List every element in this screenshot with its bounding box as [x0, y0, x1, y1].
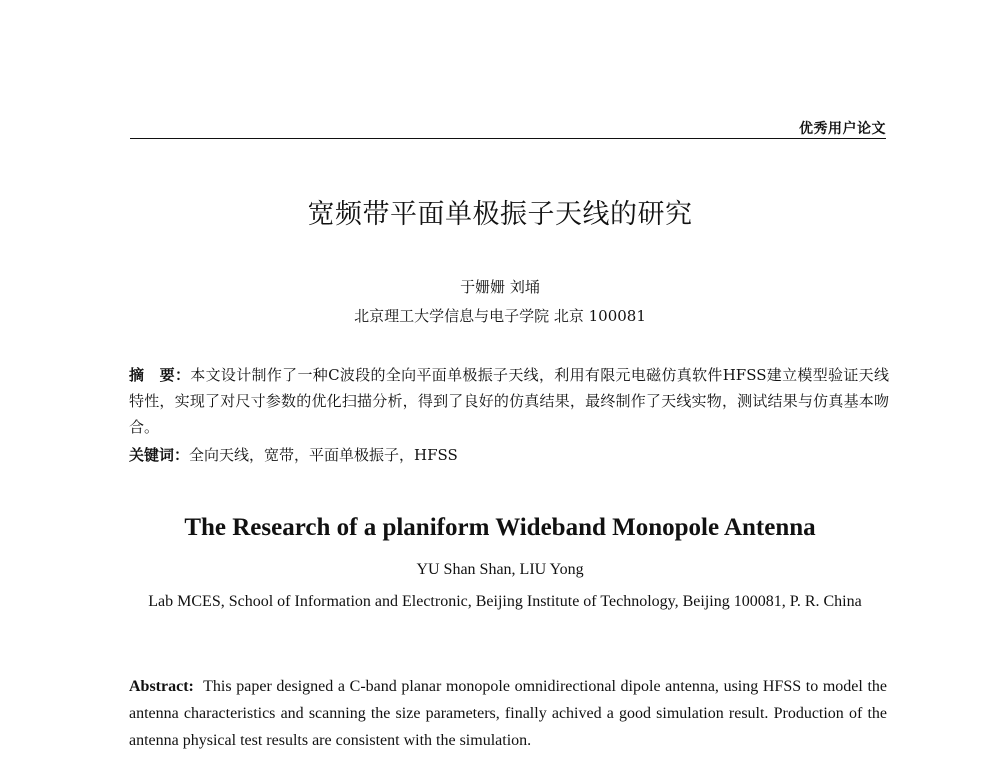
running-head: 优秀用户论文 — [799, 121, 886, 137]
chinese-keywords — [129, 444, 889, 465]
english-abstract — [129, 673, 887, 754]
english-affiliation: Lab MCES, School of Information and Electronic, Beijing Institute of Technology, Beijing 100081, P. R. China — [148, 593, 862, 610]
chinese-title: 宽频带平面单极振子天线的研究 — [307, 199, 693, 230]
chinese-authors: 于姗姗 刘埇 — [460, 278, 540, 296]
chinese-abstract — [129, 362, 889, 440]
english-title: The Research of a planiform Wideband Monopole Antenna — [184, 514, 816, 541]
chinese-abstract-label: 摘 要： — [129, 366, 191, 384]
english-abstract-text: This paper designed a C-band planar monopole omnidirectional dipole antenna, using HFSS to model the antenna characteristics and scanning the size parameters, finally achived a good simulation result. Production of the antenna physical test results are consistent with the simulation. — [129, 678, 888, 749]
chinese-keywords-label: 关键词： — [129, 446, 190, 464]
header-rule — [130, 138, 886, 139]
chinese-abstract-text: 本文设计制作了一种C波段的全向平面单极振子天线，利用有限元电磁仿真软件HFSS建立模型验证天线特性，实现了对尺寸参数的优化扫描分析，得到了良好的仿真结果，最终制作了天线实物，测试结果与仿真基本吻合。 — [129, 366, 889, 436]
chinese-affiliation: 北京理工大学信息与电子学院 北京 100081 — [354, 307, 646, 325]
english-authors: YU Shan Shan, LIU Yong — [416, 561, 584, 578]
chinese-keywords-text: 全向天线，宽带，平面单极振子，HFSS — [189, 446, 458, 464]
english-abstract-label: Abstract: — [129, 678, 194, 695]
